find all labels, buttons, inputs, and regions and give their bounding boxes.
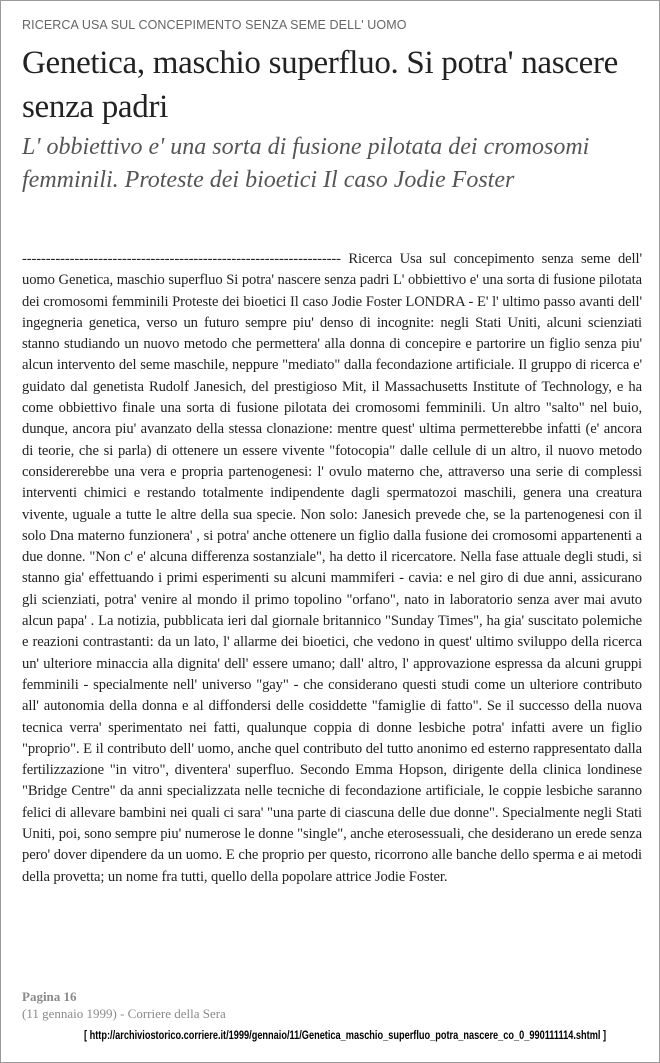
article-body: ------------------------------------------------------------------- Ricerca Usa sul concepimento senza seme dell' uomo Genetica, maschio superfluo Si potra' nascere senza padri L' obbiettivo e' una sorta di fusione pilotata dei cromosomi femminili Proteste dei bioetici Il caso Jodie Foster LONDRA - E' l' ultimo passo avanti dell' ingegneria genetica, verso un futuro sempre piu' denso di incognite: negli Stati Uniti, alcuni scienziati stanno studiando un nuovo metodo che permettera' alla donna di concepire e partorire un figlio senza piu' alcun intervento del seme maschile, neppure "mediato" dalla fecondazione artificiale. Il gruppo di ricerca e' guidato dal genetista Rudolf Janesich, del prestigioso Mit, il Massachusetts Institute of Technology, e ha come obbiettivo finale una sorta di fusione pilotata dei cromosomi femminili. Un altro "salto" nel buio, dunque, ancora piu' avanzato della stessa clonazione: mentre quest' ultima permetterebbe infatti (e' ancora di teorie, che si parla) di ottenere un essere vivente "fotocopia" dalle cellule di un altro, il nuovo metodo considererebbe una vera e propria partenogenesi: l' ovulo materno che, attraverso una serie di complessi interventi chimici e restando totalmente indipendente dagli spermatozoi maschili, genera una creatura vivente, uguale a tutte le altre della sua specie. Non solo: Janesich prevede che, se la partenogenesi con il solo Dna materno funzionera' , si potra' anche ottenere un figlio dalla fusione dei cromosomi appartenenti a due donne. "Non c' e' alcuna differenza sostanziale", ha detto il ricercatore. Nella fase attuale degli studi, si stanno gia' effettuando i primi esperimenti su alcuni mammiferi - cavia: e nel giro di due anni, assicurano gli scienziati, potra' venire al mondo il primo topolino "orfano", nato in laboratorio senza aver mai avuto alcun papa' . La notizia, pubblicata ieri dal giornale britannico "Sunday Times", ha gia' suscitato polemiche e reazioni contrastanti: da un lato, l' allarme dei bioetici, che vedono in quest' ultimo sviluppo della ricerca un' ulteriore minaccia alla dignita' dell' essere umano; dall' altro, l' approvazione espressa da alcuni gruppi femminili - specialmente nell' universo "gay" - che considerano questi studi come un ulteriore contributo all' autonomia della donna e al diffondersi delle cosiddette "famiglie di fatto". Se il successo della nuova tecnica verra' sperimentato nei fatti, qualunque coppia di donne lesbiche potra' infatti avere un figlio "proprio". E il contributo dell' uomo, anche quel contributo del tutto anonimo ed esterno rappresentato dalla fertilizzazione "in vitro", diventera' superfluo. Secondo Emma Hopson, dirigente della clinica londinese "Bridge Centre" da anni specializzata nelle tecniche di fecondazione artificiale, le coppie lesbiche saranno felici di allevare bambini nei quali ci sara' "una parte di ciascuna delle due donne". Specialmente negli Stati Uniti, poi, sono sempre piu' numerose le donne "single", anche eterosessuali, che desiderano un erede senza pero' dover dipendere da un uomo. E che proprio per questo, ricorrono alle banche dello sperma e ai metodi della provetta; un nome fra tutti, quello della popolare attrice Jodie Foster. [22, 251, 642, 885]
article-kicker: RICERCA USA SUL CONCEPIMENTO SENZA SEME DELL' UOMO [22, 18, 407, 32]
article-subheadline: L' obbiettivo e' una sorta di fusione pilotata dei cromosomi femminili. Proteste dei bioetici Il caso Jodie Foster [22, 134, 590, 193]
source-url-link[interactable]: [ http://archiviostorico.corriere.it/1999/gennaio/11/Genetica_maschio_superfluo_potra_nascere_co_0_990111114.shtml ] [84, 1030, 607, 1042]
publication-dateline: (11 gennaio 1999) - Corriere della Sera [22, 1006, 226, 1021]
article-headline: Genetica, maschio superfluo. Si potra' nascere senza padri [22, 45, 619, 125]
source-url[interactable] [84, 1030, 607, 1042]
page-number: Pagina 16 [22, 989, 77, 1004]
